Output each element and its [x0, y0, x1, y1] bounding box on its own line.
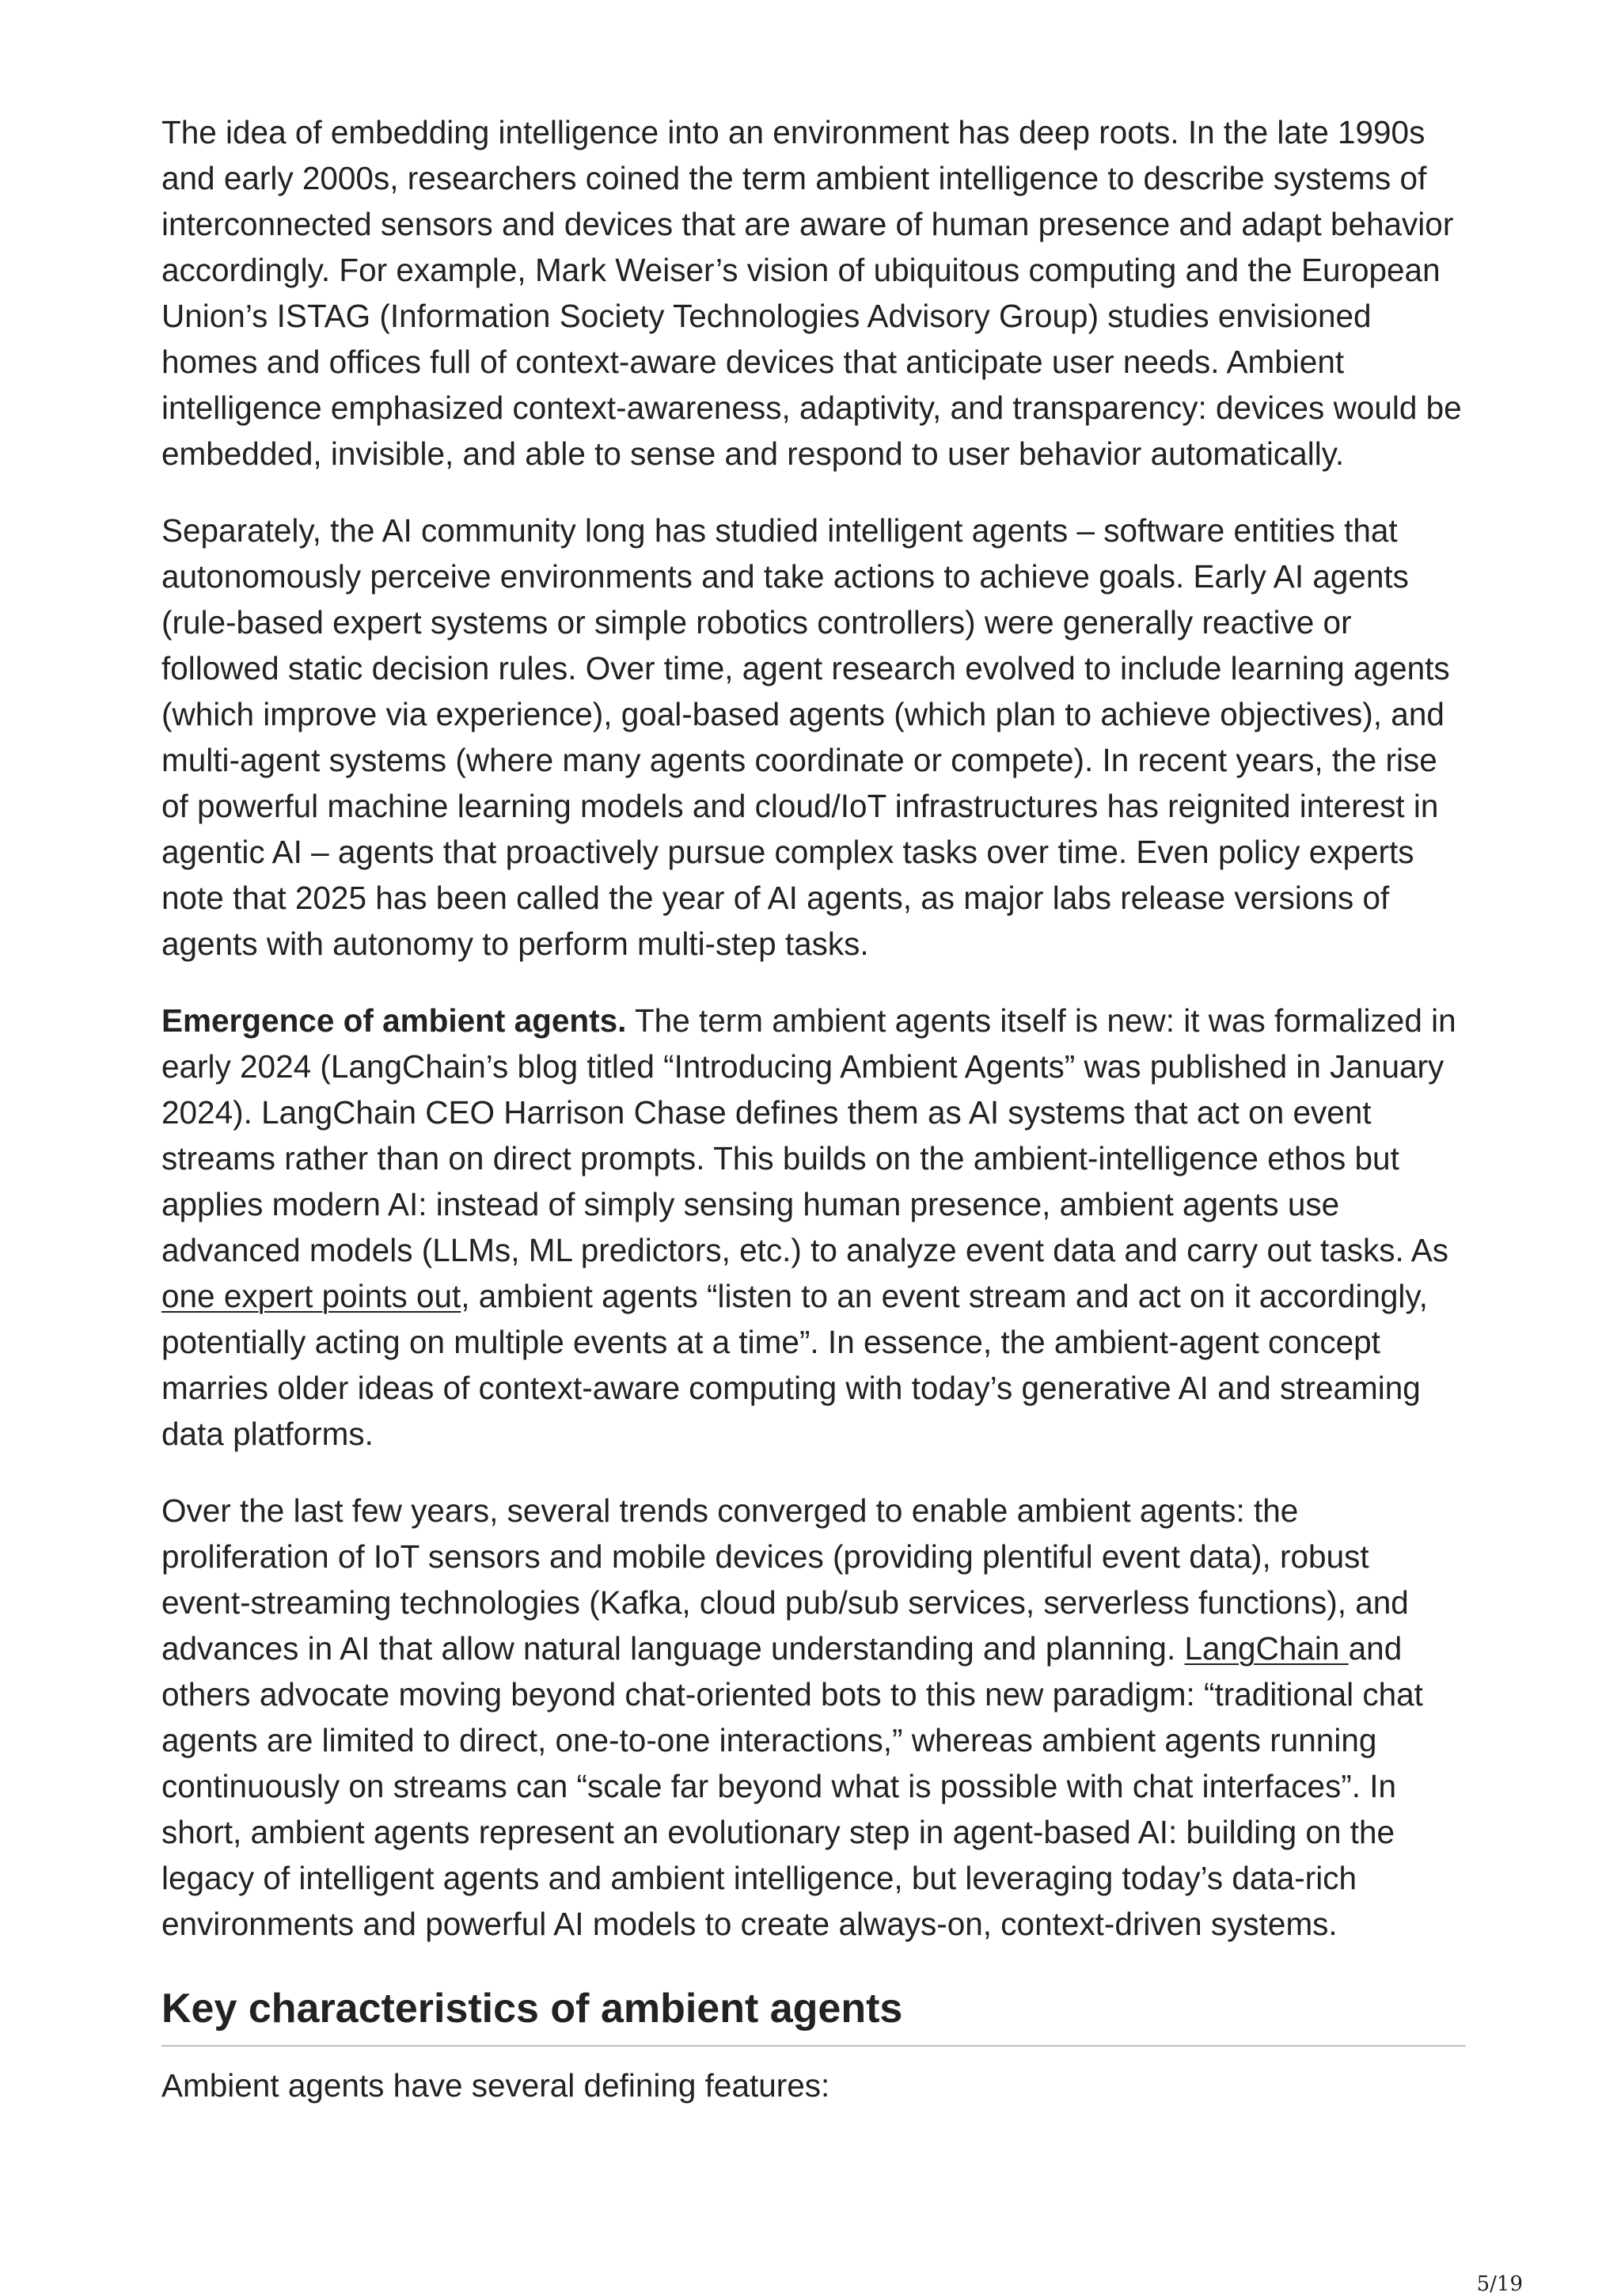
paragraph-emergence-ambient-agents	[161, 998, 1466, 1457]
paragraph-text: Over the last few years, several trends converged to enable ambient agents: the proliferation of IoT sensors and mobile devices (providing plentiful event data), robust event-streaming technologies (Kafka, cloud pub/sub services, serverless functions), and advances in AI that allow natural language understanding and planning.	[161, 1492, 1409, 1667]
article-body	[161, 109, 1466, 2139]
paragraph-ambient-intelligence-history: The idea of embedding intelligence into an environment has deep roots. In the late 1990s and early 2000s, researchers coined the term ambient intelligence to describe systems of interconnected sensors and devices that are aware of human presence and adapt behavior accordingly. For example, Mark Weiser’s vision of ubiquitous computing and the European Union’s ISTAG (Information Society Technologies Advisory Group) studies envisioned homes and offices full of context-aware devices that anticipate user needs. Ambient intelligence emphasized context-awareness, adaptivity, and transparency: devices would be embedded, invisible, and able to sense and respond to user behavior automatically.	[161, 114, 1462, 472]
section-intro: Ambient agents have several defining features:	[161, 2067, 830, 2104]
section-heading: Key characteristics of ambient agents	[161, 1983, 1466, 2047]
paragraph-text: , ambient agents “listen to an event stream and act on it accordingly, potentially acting on multiple events at a time”. In essence, the ambient-agent concept marries older ideas of context-aware computing with today’s generative AI and streaming data platforms.	[161, 1278, 1428, 1452]
paragraph-trends-converged	[161, 1488, 1466, 1947]
langchain-link[interactable]: LangChain	[1184, 1630, 1349, 1667]
expert-link[interactable]: one expert points out	[161, 1278, 461, 1314]
paragraph-intelligent-agents: Separately, the AI community long has studied intelligent agents – software entities that autonomously perceive environments and take actions to achieve goals. Early AI agents (rule-based expert systems or simple robotics controllers) were generally reactive or followed static decision rules. Over time, agent research evolved to include learning agents (which improve via experience), goal-based agents (which plan to achieve objectives), and multi-agent systems (where many agents coordinate or compete). In recent years, the rise of powerful machine learning models and cloud/IoT infrastructures has reignited interest in agentic AI – agents that proactively pursue complex tasks over time. Even policy experts note that 2025 has been called the year of AI agents, as major labs release versions of agents with autonomy to perform multi-step tasks.	[161, 512, 1450, 962]
paragraph-text: The term ambient agents itself is new: it was formalized in early 2024 (LangChain’s blog titled “Introducing Ambient Agents” was published in January 2024). LangChain CEO Harrison Chase defines them as AI systems that act on event streams rather than on direct prompts. This builds on the ambient-intelligence ethos but applies modern AI: instead of simply sensing human presence, ambient agents use advanced models (LLMs, ML predictors, etc.) to analyze event data and carry out tasks. As	[161, 1002, 1456, 1268]
page-number: 5/19	[1476, 2272, 1523, 2296]
paragraph-text: and others advocate moving beyond chat-oriented bots to this new paradigm: “traditional chat agents are limited to direct, one-to-one interactions,” whereas ambient agents running continuously on streams can “scale far beyond what is possible with chat interfaces”. In short, ambient agents represent an evolutionary step in agent-based AI: building on the legacy of intelligent agents and ambient intelligence, but leveraging today’s data-rich environments and powerful AI models to create always-on, context-driven systems.	[161, 1630, 1423, 1942]
paragraph-lead-heading: Emergence of ambient agents.	[161, 1002, 627, 1039]
